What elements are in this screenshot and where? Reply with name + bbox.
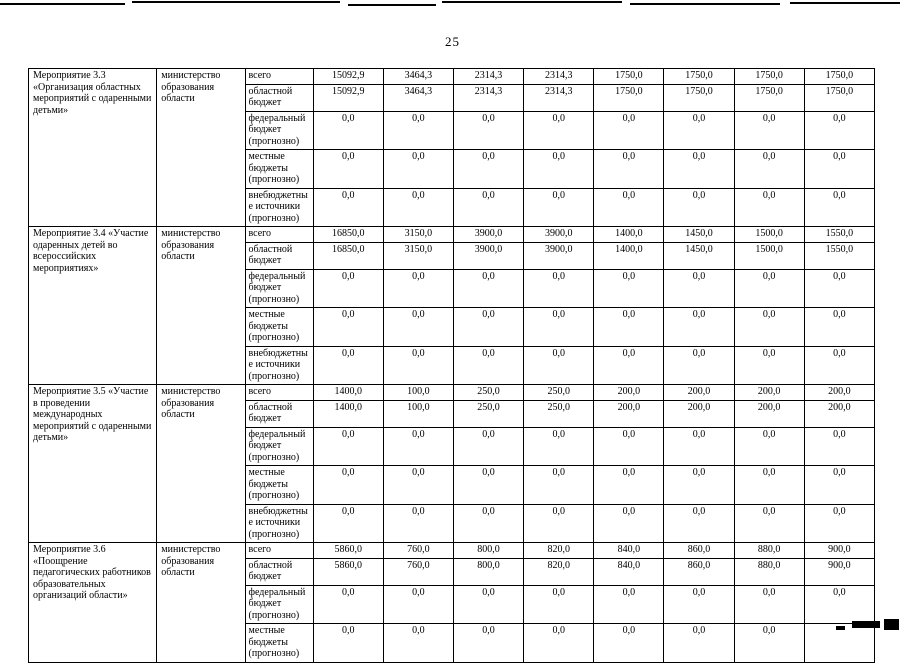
value-cell: 0,0 [804, 427, 874, 466]
budget-table-body [29, 69, 875, 663]
value-cell: 200,0 [664, 385, 734, 401]
value-cell: 0,0 [664, 150, 734, 189]
value-cell: 0,0 [383, 504, 453, 543]
ministry-cell: министерство образования области [157, 543, 245, 663]
value-cell: 0,0 [664, 427, 734, 466]
value-cell: 0,0 [313, 504, 383, 543]
value-cell: 0,0 [594, 188, 664, 227]
budget-table [28, 68, 875, 663]
value-cell: 200,0 [734, 400, 804, 427]
budget-type-cell: местные бюджеты (прогнозно) [245, 466, 313, 505]
value-cell: 0,0 [383, 269, 453, 308]
value-cell: 1550,0 [804, 227, 874, 243]
value-cell: 0,0 [453, 188, 523, 227]
value-cell: 0,0 [734, 308, 804, 347]
value-cell: 0,0 [524, 150, 594, 189]
budget-type-cell: местные бюджеты (прогнозно) [245, 150, 313, 189]
value-cell: 0,0 [313, 308, 383, 347]
table-row [29, 385, 875, 401]
budget-type-cell: внебюджетные источники (прогнозно) [245, 188, 313, 227]
value-cell: 1750,0 [734, 69, 804, 85]
value-cell: 880,0 [734, 558, 804, 585]
value-cell: 0,0 [804, 188, 874, 227]
activity-cell: Мероприятие 3.4 «Участие одаренных детей во всероссийских мероприятиях» [29, 227, 157, 385]
value-cell: 3464,3 [383, 69, 453, 85]
activity-cell: Мероприятие 3.5 «Участие в проведении международных мероприятий с одаренными детьми» [29, 385, 157, 543]
budget-type-cell: федеральный бюджет (прогнозно) [245, 269, 313, 308]
value-cell: 2314,3 [453, 84, 523, 111]
value-cell: 800,0 [453, 558, 523, 585]
value-cell: 3464,3 [383, 84, 453, 111]
value-cell: 0,0 [313, 427, 383, 466]
value-cell: 840,0 [594, 558, 664, 585]
table-row [29, 227, 875, 243]
value-cell: 16850,0 [313, 227, 383, 243]
value-cell: 0,0 [594, 308, 664, 347]
value-cell: 0,0 [524, 188, 594, 227]
value-cell: 0,0 [734, 585, 804, 624]
value-cell: 800,0 [453, 543, 523, 559]
value-cell: 0,0 [594, 624, 664, 663]
ministry-cell: министерство образования области [157, 385, 245, 543]
budget-type-cell: местные бюджеты (прогнозно) [245, 308, 313, 347]
value-cell: 2314,3 [524, 69, 594, 85]
value-cell: 0,0 [313, 624, 383, 663]
scan-artifact [790, 2, 900, 4]
value-cell: 0,0 [594, 504, 664, 543]
value-cell: 900,0 [804, 558, 874, 585]
value-cell: 0,0 [734, 188, 804, 227]
value-cell: 1750,0 [804, 84, 874, 111]
value-cell: 0,0 [524, 585, 594, 624]
value-cell: 0,0 [313, 466, 383, 505]
budget-type-cell: федеральный бюджет (прогнозно) [245, 111, 313, 150]
value-cell: 1750,0 [594, 69, 664, 85]
value-cell: 2314,3 [453, 69, 523, 85]
budget-type-cell: всего [245, 385, 313, 401]
value-cell: 200,0 [594, 400, 664, 427]
budget-type-cell: областной бюджет [245, 242, 313, 269]
value-cell: 0,0 [453, 150, 523, 189]
value-cell: 0,0 [664, 346, 734, 385]
value-cell: 0,0 [734, 427, 804, 466]
value-cell: 0,0 [804, 269, 874, 308]
value-cell: 0,0 [594, 466, 664, 505]
value-cell: 0,0 [594, 269, 664, 308]
value-cell: 0,0 [734, 150, 804, 189]
activity-cell: Мероприятие 3.3 «Организация областных мероприятий с одаренными детьми» [29, 69, 157, 227]
value-cell: 0,0 [453, 624, 523, 663]
value-cell: 0,0 [453, 308, 523, 347]
value-cell: 0,0 [804, 466, 874, 505]
value-cell: 0,0 [594, 111, 664, 150]
value-cell: 900,0 [804, 543, 874, 559]
value-cell: 0,0 [804, 585, 874, 624]
value-cell: 0,0 [383, 188, 453, 227]
value-cell: 1500,0 [734, 242, 804, 269]
value-cell: 0,0 [734, 111, 804, 150]
budget-type-cell: внебюджетные источники (прогнозно) [245, 346, 313, 385]
value-cell: 0,0 [664, 504, 734, 543]
budget-type-cell: всего [245, 543, 313, 559]
value-cell: 0,0 [734, 466, 804, 505]
value-cell: 880,0 [734, 543, 804, 559]
value-cell: 0,0 [383, 346, 453, 385]
value-cell: 0,0 [594, 150, 664, 189]
budget-type-cell: всего [245, 69, 313, 85]
value-cell: 0,0 [664, 624, 734, 663]
value-cell: 2314,3 [524, 84, 594, 111]
value-cell: 0,0 [804, 111, 874, 150]
activity-cell: Мероприятие 3.6 «Поощрение педагогических работников образовательных организаций области» [29, 543, 157, 663]
value-cell: 1750,0 [804, 69, 874, 85]
value-cell: 3150,0 [383, 242, 453, 269]
value-cell: 0,0 [734, 346, 804, 385]
scan-artifact [0, 3, 125, 5]
value-cell: 200,0 [804, 385, 874, 401]
scan-artifact [442, 1, 622, 3]
value-cell: 760,0 [383, 558, 453, 585]
value-cell: 0,0 [383, 466, 453, 505]
value-cell: 0,0 [524, 624, 594, 663]
scan-artifact [132, 1, 340, 3]
value-cell: 0,0 [664, 308, 734, 347]
value-cell: 0,0 [313, 150, 383, 189]
value-cell: 0,0 [804, 150, 874, 189]
value-cell: 0,0 [524, 466, 594, 505]
value-cell: 1750,0 [664, 69, 734, 85]
budget-type-cell: областной бюджет [245, 558, 313, 585]
value-cell: 0,0 [313, 346, 383, 385]
value-cell: 250,0 [453, 400, 523, 427]
value-cell: 250,0 [453, 385, 523, 401]
value-cell: 250,0 [524, 385, 594, 401]
value-cell: 0,0 [664, 585, 734, 624]
value-cell: 0,0 [734, 269, 804, 308]
value-cell: 0,0 [453, 111, 523, 150]
value-cell: 0,0 [594, 585, 664, 624]
value-cell: 1450,0 [664, 227, 734, 243]
value-cell: 0,0 [524, 504, 594, 543]
value-cell: 0,0 [453, 585, 523, 624]
table-row [29, 69, 875, 85]
value-cell: 820,0 [524, 543, 594, 559]
value-cell: 15092,9 [313, 69, 383, 85]
budget-type-cell: федеральный бюджет (прогнозно) [245, 585, 313, 624]
budget-type-cell: местные бюджеты (прогнозно) [245, 624, 313, 663]
value-cell: 200,0 [804, 400, 874, 427]
value-cell: 1500,0 [734, 227, 804, 243]
value-cell: 0,0 [453, 346, 523, 385]
value-cell: 0,0 [453, 466, 523, 505]
budget-type-cell: областной бюджет [245, 84, 313, 111]
value-cell: 840,0 [594, 543, 664, 559]
value-cell: 3900,0 [524, 242, 594, 269]
value-cell: 100,0 [383, 400, 453, 427]
value-cell: 0,0 [804, 308, 874, 347]
scan-artifact [884, 619, 899, 630]
value-cell: 0,0 [524, 308, 594, 347]
budget-type-cell: всего [245, 227, 313, 243]
value-cell: 200,0 [594, 385, 664, 401]
value-cell: 0,0 [664, 269, 734, 308]
budget-type-cell: федеральный бюджет (прогнозно) [245, 427, 313, 466]
value-cell: 0,0 [383, 624, 453, 663]
value-cell: 1400,0 [594, 242, 664, 269]
value-cell: 200,0 [664, 400, 734, 427]
value-cell: 0,0 [453, 427, 523, 466]
value-cell: 3150,0 [383, 227, 453, 243]
value-cell: 820,0 [524, 558, 594, 585]
value-cell: 1750,0 [594, 84, 664, 111]
value-cell: 0,0 [664, 466, 734, 505]
value-cell: 0,0 [383, 111, 453, 150]
value-cell: 860,0 [664, 558, 734, 585]
value-cell: 0,0 [313, 188, 383, 227]
value-cell: 0,0 [313, 111, 383, 150]
value-cell: 0,0 [453, 504, 523, 543]
value-cell: 200,0 [734, 385, 804, 401]
value-cell: 0,0 [313, 585, 383, 624]
value-cell: 0,0 [734, 624, 804, 663]
value-cell: 0,0 [383, 308, 453, 347]
value-cell: 1400,0 [313, 400, 383, 427]
value-cell: 0,0 [453, 269, 523, 308]
budget-type-cell: внебюджетные источники (прогнозно) [245, 504, 313, 543]
value-cell: 5860,0 [313, 543, 383, 559]
value-cell: 0,0 [804, 346, 874, 385]
value-cell: 1750,0 [734, 84, 804, 111]
value-cell: 0,0 [383, 150, 453, 189]
value-cell: 0,0 [664, 188, 734, 227]
value-cell: 860,0 [664, 543, 734, 559]
value-cell: 0,0 [313, 269, 383, 308]
value-cell: 0,0 [524, 427, 594, 466]
ministry-cell: министерство образования области [157, 227, 245, 385]
budget-type-cell: областной бюджет [245, 400, 313, 427]
value-cell: 0,0 [524, 269, 594, 308]
value-cell: 3900,0 [453, 227, 523, 243]
value-cell: 1400,0 [594, 227, 664, 243]
value-cell: 1400,0 [313, 385, 383, 401]
value-cell: 3900,0 [524, 227, 594, 243]
value-cell: 100,0 [383, 385, 453, 401]
value-cell: 0,0 [594, 427, 664, 466]
value-cell: 0,0 [524, 346, 594, 385]
value-cell [804, 624, 874, 663]
page-number: 25 [445, 34, 460, 49]
value-cell: 16850,0 [313, 242, 383, 269]
value-cell: 0,0 [664, 111, 734, 150]
value-cell: 3900,0 [453, 242, 523, 269]
value-cell: 1750,0 [664, 84, 734, 111]
scan-artifact [630, 3, 780, 5]
value-cell: 250,0 [524, 400, 594, 427]
value-cell: 760,0 [383, 543, 453, 559]
value-cell: 0,0 [383, 585, 453, 624]
table-row [29, 543, 875, 559]
value-cell: 15092,9 [313, 84, 383, 111]
value-cell: 0,0 [383, 427, 453, 466]
value-cell: 0,0 [594, 346, 664, 385]
ministry-cell: министерство образования области [157, 69, 245, 227]
value-cell: 0,0 [734, 504, 804, 543]
value-cell: 0,0 [804, 504, 874, 543]
value-cell: 1450,0 [664, 242, 734, 269]
value-cell: 1550,0 [804, 242, 874, 269]
value-cell: 5860,0 [313, 558, 383, 585]
value-cell: 0,0 [524, 111, 594, 150]
scan-artifact [348, 4, 436, 6]
